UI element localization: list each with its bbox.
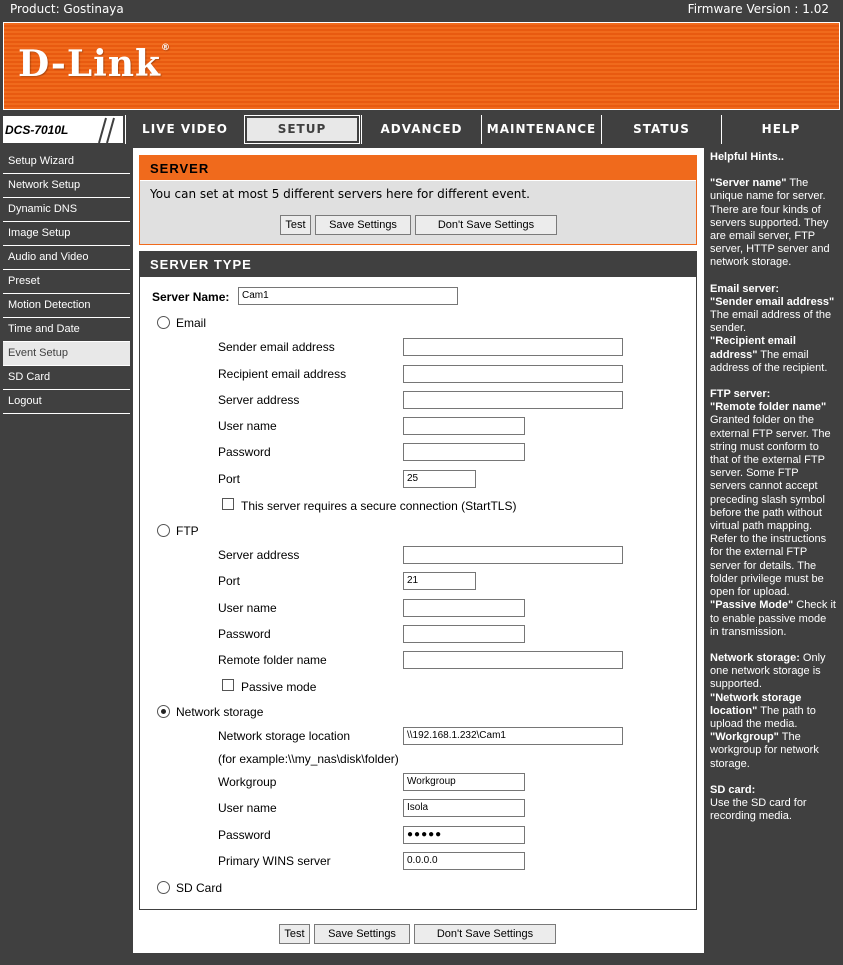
bottom-dont-save-settings-button[interactable]: Don't Save Settings: [414, 924, 556, 944]
email-port-label: Port: [218, 472, 241, 486]
bottom-save-settings-button[interactable]: Save Settings: [314, 924, 410, 944]
server-section: [139, 155, 697, 245]
hint-server-name-title: "Server name": [710, 177, 787, 190]
hint-workgroup-title: "Workgroup": [710, 731, 779, 744]
sd-card-radio-label: SD Card: [176, 881, 223, 895]
hint-recipient-title: "Recipient email address": [710, 335, 796, 361]
ftp-server-label: Server address: [218, 548, 300, 562]
ftp-radio-label: FTP: [176, 524, 199, 538]
starttls-label: This server requires a secure connection (StartTLS): [241, 499, 517, 513]
hint-workgroup-text: The workgroup for network storage.: [710, 731, 819, 770]
recipient-email-label: Recipient email address: [218, 367, 347, 381]
hint-sd-title: SD card:: [710, 783, 756, 796]
email-server-label: Server address: [218, 393, 300, 407]
tab-setup[interactable]: SETUP: [245, 116, 359, 143]
ftp-password-label: Password: [218, 627, 271, 641]
hint-recipient-text: The email address of the recipient.: [710, 348, 828, 374]
ftp-folder-input[interactable]: [403, 651, 623, 669]
wins-server-label: Primary WINS server: [218, 854, 331, 868]
dont-save-settings-button[interactable]: Don't Save Settings: [415, 215, 557, 235]
nas-user-input[interactable]: Isola: [403, 799, 525, 817]
sidebar-item-dynamic-dns[interactable]: Dynamic DNS: [3, 198, 130, 222]
brand-banner: [3, 22, 840, 110]
server-section-title: SERVER: [140, 156, 696, 181]
sidebar-item-network-setup[interactable]: Network Setup: [3, 174, 130, 198]
sender-email-input[interactable]: [403, 338, 623, 356]
product-name: Product: Gostinaya: [10, 2, 124, 16]
tab-help[interactable]: HELP: [721, 115, 840, 144]
email-radio[interactable]: [157, 316, 170, 329]
email-server-input[interactable]: [403, 391, 623, 409]
email-port-input[interactable]: 25: [403, 470, 476, 488]
sidebar-item-logout[interactable]: Logout: [3, 390, 130, 414]
email-user-label: User name: [218, 419, 277, 433]
ftp-port-label: Port: [218, 574, 241, 588]
ftp-password-input[interactable]: [403, 625, 525, 643]
hint-server-name-text: The unique name for server. There are four kinds of servers supported. They are email server, FTP server, HTTP server and network storage.: [710, 177, 830, 269]
helpful-hints-panel: [707, 148, 840, 953]
logo-text: D-Link: [18, 43, 161, 85]
hint-nas-location-title: "Network storage location": [710, 691, 802, 717]
hint-passive-title: "Passive Mode": [710, 599, 794, 612]
slashes-icon: [89, 116, 119, 145]
ftp-user-input[interactable]: [403, 599, 525, 617]
ftp-radio[interactable]: [157, 524, 170, 537]
hint-sd-text: Use the SD card for recording media.: [710, 796, 807, 823]
firmware-version: Firmware Version : 1.02: [687, 2, 829, 16]
sender-email-label: Sender email address: [218, 340, 335, 354]
top-info-bar: [0, 0, 843, 20]
sidebar-item-event-setup[interactable]: Event Setup: [3, 342, 130, 366]
nas-location-label: Network storage location: [218, 729, 351, 743]
ftp-port-input[interactable]: 21: [403, 572, 476, 590]
dlink-logo: [18, 43, 171, 85]
sidebar-item-time-date[interactable]: Time and Date: [3, 318, 130, 342]
server-name-label: Server Name:: [152, 290, 230, 304]
email-user-input[interactable]: [403, 417, 525, 435]
email-password-label: Password: [218, 445, 271, 459]
hint-email-title: Email server:: [710, 282, 780, 295]
sidebar-item-image-setup[interactable]: Image Setup: [3, 222, 130, 246]
main-content: [133, 148, 704, 953]
nas-password-label: Password: [218, 828, 271, 842]
hint-passive-text: Check it to enable passive mode in transmission.: [710, 599, 836, 638]
network-storage-radio-label: Network storage: [176, 705, 264, 719]
wins-server-input[interactable]: 0.0.0.0: [403, 852, 525, 870]
tab-maintenance[interactable]: MAINTENANCE: [481, 115, 601, 144]
tab-live-video[interactable]: LIVE VIDEO: [125, 115, 244, 144]
hints-title: Helpful Hints..: [710, 151, 784, 163]
workgroup-label: Workgroup: [218, 775, 277, 789]
main-nav: [0, 113, 843, 146]
network-storage-radio[interactable]: [157, 705, 170, 718]
ftp-folder-label: Remote folder name: [218, 653, 327, 667]
sidebar-item-setup-wizard[interactable]: Setup Wizard: [3, 150, 130, 174]
model-badge: [2, 115, 124, 144]
nas-example-text: (for example:\\my_nas\disk\folder): [218, 752, 399, 766]
hint-remote-folder-title: "Remote folder name": [710, 401, 827, 414]
server-type-title: SERVER TYPE: [140, 252, 696, 277]
model-name: DCS-7010L: [5, 123, 69, 137]
email-radio-label: Email: [176, 316, 207, 330]
sidebar-item-audio-video[interactable]: Audio and Video: [3, 246, 130, 270]
starttls-checkbox[interactable]: [222, 498, 234, 510]
sidebar-menu: [3, 150, 130, 414]
hint-sender-text: The email address of the sender.: [710, 309, 832, 335]
server-name-input[interactable]: Cam1: [238, 287, 458, 305]
nas-password-input[interactable]: ●●●●●: [403, 826, 525, 844]
ftp-user-label: User name: [218, 601, 277, 615]
hint-nas-title: Network storage:: [710, 651, 800, 664]
hint-sender-title: "Sender email address": [710, 295, 835, 308]
hint-nas-text: Only one network storage is supported.: [710, 651, 826, 691]
nas-location-input[interactable]: \\192.168.1.232\Cam1: [403, 727, 623, 745]
nas-user-label: User name: [218, 801, 277, 815]
tab-status[interactable]: STATUS: [601, 115, 721, 144]
passive-mode-checkbox[interactable]: [222, 679, 234, 691]
passive-mode-label: Passive mode: [241, 680, 317, 694]
recipient-email-input[interactable]: [403, 365, 623, 383]
hint-nas-location-text: The path to upload the media.: [710, 704, 816, 730]
tab-advanced[interactable]: ADVANCED: [361, 115, 481, 144]
hint-remote-folder-text: Granted folder on the external FTP server. The string must conform to that of the external FTP server. Some FTP servers cannot accept preceding slash symbol before the path without virtual path mapping. Refer to the instructions for the external FTP server for details. The folder privilege must be open for upload.: [710, 414, 831, 599]
server-type-section: [139, 251, 697, 910]
sd-card-radio[interactable]: [157, 881, 170, 894]
server-message: You can set at most 5 different servers here for different event.: [150, 187, 530, 201]
bottom-test-button[interactable]: Test: [279, 924, 310, 944]
sidebar-item-motion-detection[interactable]: Motion Detection: [3, 294, 130, 318]
sidebar-item-preset[interactable]: Preset: [3, 270, 130, 294]
hint-ftp-title: FTP server:: [710, 388, 771, 401]
ftp-server-input[interactable]: [403, 546, 623, 564]
registered-mark-icon: ®: [160, 43, 171, 53]
sidebar-item-sd-card[interactable]: SD Card: [3, 366, 130, 390]
email-password-input[interactable]: [403, 443, 525, 461]
workgroup-input[interactable]: Workgroup: [403, 773, 525, 791]
save-settings-button[interactable]: Save Settings: [315, 215, 411, 235]
test-button[interactable]: Test: [280, 215, 311, 235]
